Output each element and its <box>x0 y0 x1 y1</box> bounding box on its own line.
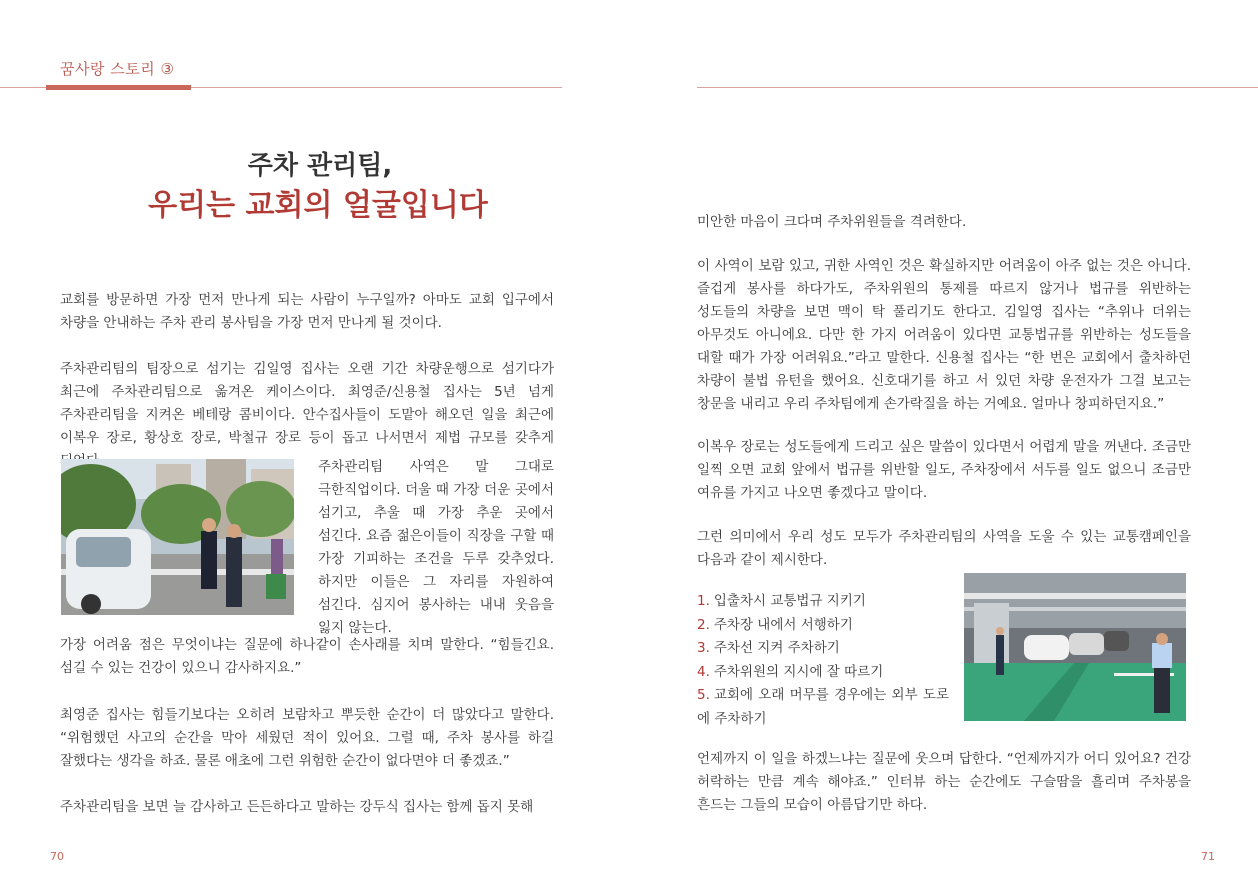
list-text: 입출차시 교통법규 지키기 <box>713 593 866 609</box>
list-number: 1. <box>697 593 710 609</box>
paragraph-difficulty: 가장 어려움 점은 무엇이냐는 질문에 하나같이 손사래를 치며 말한다. “힘들긴요. 섬길 수 있는 건강이 있으니 감사하지요.” <box>60 637 554 676</box>
list-item <box>697 614 949 638</box>
page-number-left: 70 <box>50 850 64 863</box>
list-text: 주차위원의 지시에 잘 따르기 <box>713 663 884 680</box>
article-title-line1 <box>0 145 640 182</box>
page-number-right: 71 <box>1201 850 1215 863</box>
paragraph-intro: 교회를 방문하면 가장 먼저 만나게 되는 사람이 누구일까? 아마도 교회 입구에서 차량을 안내하는 주차 관리 봉사팀을 가장 먼저 만나게 될 것이다. <box>60 292 554 331</box>
campaign-list <box>697 590 949 731</box>
photo-street-parking-volunteers <box>61 459 294 615</box>
article-title-line2: 우리는 교회의 얼굴입니다 <box>148 188 488 223</box>
paragraph-rewarding: 최영준 집사는 힘들기보다는 오히려 보람차고 뿌듯한 순간이 더 많았다고 말한다. “위험했던 사고의 순간을 막아 세웠던 적이 있어요. 그럴 때, 주차 봉사를 하길 잘했다는 생각을 하죠. 물론 애초에 그런 위험한 순간이 없다면야 더 좋겠죠.” <box>60 707 554 769</box>
paragraph-hardships: 이 사역이 보람 있고, 귀한 사역인 것은 확실하지만 어려움이 아주 없는 것은 아니다. 즐겁게 봉사를 하다가도, 주차위원의 통제를 따르지 않거나 법규를 위반하는 성도들의 차량을 보면 맥이 탁 풀리기도 한다고. 김일영 집사는 “추위나 더위는 아무것도 아니에요. 다만 한 가지 어려움이 있다면 교통법규를 위반하는 성도들을 대할 때가 가장 어려워요.”라고 말한다. 신용철 집사는 “한 번은 교회에서 출차하던 차량이 불법 유턴을 했어요. 신호대기를 하고 서 있던 차량 운전자가 그걸 보고는 창문을 내리고 우리 주차팀에게 손가락질을 하는 거예요. 얼마나 창피하던지요.” <box>697 258 1191 412</box>
paragraph-campaign-intro: 그런 의미에서 우리 성도 모두가 주차관리팀의 사역을 도울 수 있는 교통캠페인을 다음과 같이 제시한다. <box>697 529 1191 568</box>
list-number: 5. <box>697 687 710 703</box>
list-item <box>697 661 949 685</box>
header-rule-right <box>697 87 1258 88</box>
paragraph-elder-advice: 이복우 장로는 성도들에게 드리고 싶은 말씀이 있다면서 어렵게 말을 꺼낸다. 조금만 일찍 오면 교회 앞에서 법규를 위반할 일도, 주차장에서 서두를 일도 없으니 조금만 여유를 가지고 나오면 좋겠다고 말이다. <box>697 439 1191 501</box>
list-number: 3. <box>697 640 710 656</box>
paragraph-gratitude: 주차관리팀을 보면 늘 감사하고 든든하다고 말하는 강두식 집사는 함께 돕지 못해 <box>60 799 534 815</box>
list-number: 2. <box>697 616 710 633</box>
header-accent-bar <box>46 85 191 90</box>
list-text: 주차선 지켜 주차하기 <box>713 640 840 656</box>
photo-underground-parking <box>964 573 1186 721</box>
paragraph-team-leader: 주차관리팀의 팀장으로 섬기는 김일영 집사는 오랜 기간 차량운행으로 섬기다가 최근에 주차관리팀으로 옮겨온 케이스이다. 최영준/신용철 집사는 5년 넘게 주차관리팀을 지켜온 베테랑 콤비이다. 안수집사들이 도맡아 해오던 일을 최근에 이복우 장로, 황상호 장로, 박철규 장로 등이 돕고 나서면서 제법 규모를 갖추게 <box>60 361 554 446</box>
section-label: 꿈사랑 스토리 ③ <box>60 60 175 78</box>
list-text: 주차장 내에서 서행하기 <box>713 616 853 633</box>
paragraph-extreme-job: 주차관리팀 사역은 말 그대로 극한직업이다. 더울 때 가장 더운 곳에서 섬기고, 추울 때 가장 추운 곳에서 섬긴다. 요즘 젊은이들이 직장을 구할 때 가장 기피하는 조건을 두루 갖추었다. 하지만 이들은 그 자리를 자원하여 섬긴다. 심지어 봉사하는 내내 웃음을 잃지 않는다. <box>318 459 554 636</box>
right-page <box>629 0 1258 892</box>
title-line1-text: 주차 관리팀, <box>247 151 393 181</box>
paragraph-continued: 미안한 마음이 크다며 주차위원들을 격려한다. <box>697 214 967 230</box>
list-number: 4. <box>697 663 710 680</box>
list-item <box>697 590 949 614</box>
paragraph-closing: 언제까지 이 일을 하겠느냐는 질문에 웃으며 답한다. “언제까지가 어디 있어요? 건강 허락하는 만큼 계속 해야죠.” 인터뷰 하는 순간에도 구슬땀을 흘리며 주차봉을 흔드는 그들의 모습이 아름답기만 하다. <box>697 751 1191 813</box>
list-item <box>697 637 949 661</box>
list-text: 교회에 오래 머무를 경우에는 외부 도로에 주차하기 <box>697 687 949 727</box>
list-item <box>697 684 949 731</box>
